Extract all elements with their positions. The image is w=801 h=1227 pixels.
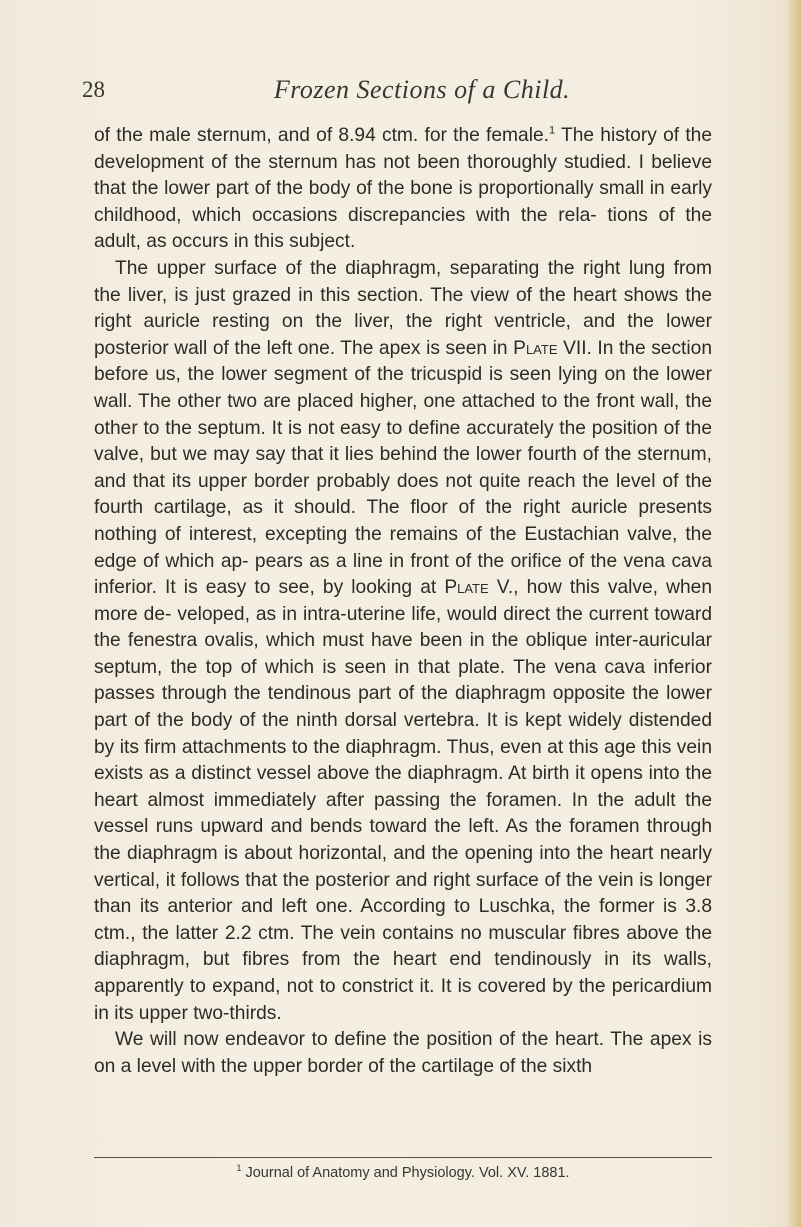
paragraph-1 [94, 123, 712, 256]
text-segment: We will now endeavor to define the position of the heart. The apex is on a level with the upper border of the cartilage of the sixth [94, 1029, 712, 1077]
paragraph-3 [94, 1027, 712, 1080]
text-segment: The upper surface of the diaphragm, separating the right lung from the liver, is just grazed in this section. The view of the heart shows the right auricle resting on the liver, the right ventricle, and the lower posterior wall of the left one. The apex is seen in [94, 257, 712, 359]
footnote-divider [94, 1157, 712, 1158]
text-segment: The history of the development of the sternum has not been thoroughly studied. I believe that the lower part of the body of the bone is proportionally small in early childhood, which occasions discrepancies with the rela- tions of the adult, as occurs in this subject. [94, 125, 712, 253]
text-segment: of the male sternum, and of 8.94 ctm. for the female. [94, 125, 549, 146]
plate-reference: Plate [444, 577, 489, 599]
plate-reference: Plate [513, 337, 558, 359]
paragraph-2 [94, 256, 712, 1027]
footnote [94, 1163, 712, 1183]
text-segment: V., how this valve, when more de- veloped, as in intra-uterine life, would direct the current toward the fenestra ovalis, which must have been in the oblique inter-auricular septum, the top of which is seen in that plate. The vena cava inferior passes through the tendinous part of the diaphragm opposite the lower part of the body of the ninth dorsal vertebra. It is kept widely distended by its firm attachments to the diaphragm. Thus, even at this age this vein exists as a distinct vessel above the diaphragm. At birth it opens into the heart almost immediately after passing the foramen. In the adult the vessel runs upward and bends toward the left. As the foramen through the diaphragm is about horizontal, and the opening into the heart nearly vertical, it follows that the posterior and right surface of the vein is longer than its anterior and left one. According to Luschka, the former is 3.8 ctm., the latter 2.2 ctm. The vein contains no muscular fibres above the diaphragm, but fibres from the heart end tendinously in its walls, apparently to expand, not to constrict it. It is covered by the pericardium in its upper two-thirds. [94, 577, 712, 1024]
body-text [94, 123, 712, 1080]
footnote-ref: 1 [548, 124, 556, 137]
footnote-marker: 1 [236, 1163, 242, 1174]
text-segment: VII. In the section before us, the lower segment of the tricuspid is seen lying on the lower wall. The other two are placed higher, one attached to the front wall, the other to the septum. It is not easy to define accurately the position of the valve, but we may say that it lies behind the lower fourth of the sternum, and that its upper border probably does not quite reach the level of the fourth cartilage, as it should. The floor of the right auricle presents nothing of interest, excepting the remains of the Eustachian valve, the edge of which ap- pears as a line in front of the orifice of the vena cava inferior. It is easy to see, by looking at [94, 337, 712, 599]
page-number: 28 [82, 77, 105, 102]
page-edge-shadow [787, 0, 801, 1227]
running-title: Frozen Sections of a Child. [273, 75, 571, 104]
footnote-text: Journal of Anatomy and Physiology. Vol. XV. 1881. [241, 1165, 570, 1181]
page-header [82, 72, 722, 108]
